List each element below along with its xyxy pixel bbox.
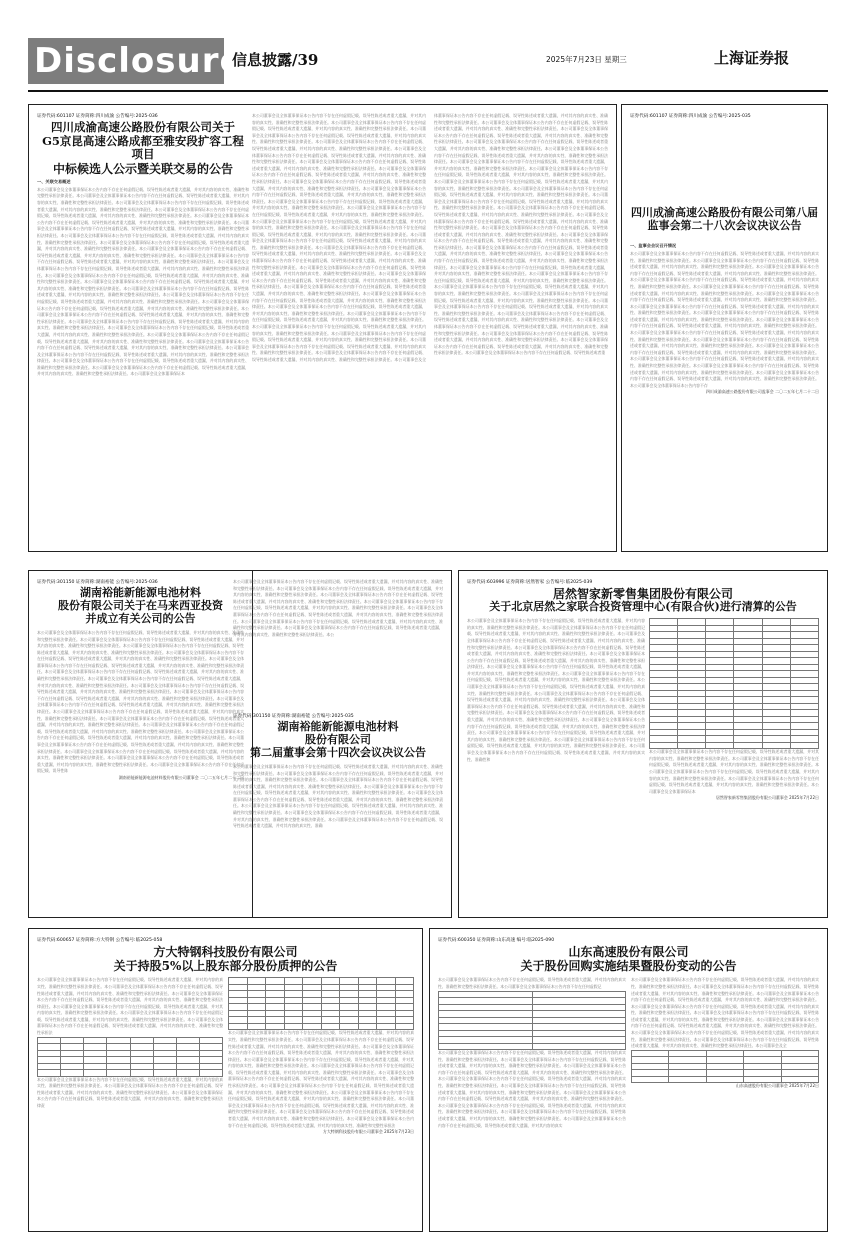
- stock-code-line: 证券代码:301150 证券简称:湖南裕能 公告编号:2025-035: [233, 714, 354, 719]
- headline-line-1: 方大特钢科技股份有限公司: [153, 945, 298, 959]
- stock-code-line: 证券代码:600657 证券简称:方大特钢 公告编号:临2025-058: [37, 938, 163, 943]
- announcement-sichuan-chengyu-bid: [28, 104, 617, 552]
- announcement-fangda-pledge: [28, 928, 423, 1232]
- table-cell: [358, 1023, 377, 1030]
- masthead: [0, 0, 857, 100]
- section-title: 信息披露/39: [232, 51, 319, 69]
- article-body: 本公司董事会及全体董事保证本公告内容不存在任何虚假记载、误导性陈述或者重大遗漏，并对其内容的真实性、准确性和完整性承担法律责任。本公司董事会及全体董事保证本公告内容不存在任何虚假记载、误导性陈述或者重大遗漏，并对其内容的真实性、准确性和完整性承担法律责任。本公司董事会及全体董事保证本公告内容不存在任何虚假记载、误导性陈述或者重大遗漏，并对其内容的真实性、准确性和完整性承担法律责任。本公司董事会及全体董事保证本公告内容不存在任何虚假记载、误导性陈述或者重大遗漏，并对其内容的真实性、准确性和完整性承担法律责任。本公司董事会及全体董事保证本公告内容不存在任何虚假记载、误导性陈述或者重大遗漏，并对其内容的真实性、准确性和完整性承担法律责任。本公司董事会及全体董事保证本公告内容不存在任何虚假记载、误导性陈述或者重大遗漏，并对其内容的真实性、准确性和完整性承担法律责任。本公司董事会及全体董事保证本公告内容不存在任何虚假记载、误导性陈述或者重大遗漏，并对其内容的真实性、准确性和完整性承担法律责任。本公司董事会及全体董事保证本公告内容不存在任何虚假记载、误导性陈述或者重大遗漏，并对其内容的真实性、准确性和完整性承担法律责任。本公司董事会及全体董事保证本公告内容不存在任何虚假记载、误导性陈述或者重大遗漏，并对其内容的真实性、准确性和完整性承担法律责任。本公司董事会及全体董事保证本公告内容不存在任何虚假记载、误导性陈述或者重大遗漏，并对其内容的真实性、准确性和完整性承担法律责任。本公司董事会及全体董事保证本公告内容不存在任何虚假记载、误导性陈述或者重大遗漏，并对其内容的真实性、准确性和完整性承担法律责任。本公司董事会及全体董事保证本公告内容不存在任何虚假记载、误导性陈述或者重大遗漏，并对其内容的真实性、准确性和完整性承担法律责任。本公司董事会及全体董事保证本公告内容不存在任何虚假记载、误导性陈述或者重大遗漏，并对其内容的真实性、准确性和完整性承担法律责任。本公司董事会及全体董事保证本公告内容不存在任何虚假记载、误导性陈述或者重大遗漏，并对其内容的真实性、准确性和完整性承担法律责任。本公司董事会及全体董事保证本公告内容不存在任何虚假记载、误导性陈述或者重大遗漏，并对其内容的真实性、准确性和完整性承担法律责任。本公司董事会及全体董事保证本公告内容不存在任何虚假记载、误导性陈述或者重大遗漏，并对其内容的真实性、准确性和完整性承担法律责任。本公司董事会及全体董事保证本公告内容不存在任何虚假记载、误导性陈述或者重大遗漏，并对其内容的真实性、准确性和完整性承担法律责任。本公司董事会及全体董事保证本公告内容不存在任何虚假记载、误导性陈述或者重大遗漏，并对其内容的真实性、准确性和完整性承担法律责任。本公司董事会及全体董事保证本公告内容不存在任何虚假记载、误导性陈述或者重大遗漏，并对其内容的真实性、准确性和完整性承担法律责任。本公司董事会及全体董事保证本公告内容不存在任何虚假记载、误导性陈述或者重大遗漏，并对其内容的真实性、准确性和完整性承担法律责任。本公司董事会及全体董事保证本公告内容不存在任何虚假记载、误导性陈述或者重大遗漏，并对其内容的真实性、准确性和完整性承担法律责任。本公司董事会及全体董事保证本公告内容不存在任何虚假记载、误导性陈述或者重大遗漏，并对其内容的真实性、准确性和完整性承担法律责任。本公司董事会及全体董事保证本公告内容不存在任何虚假记载、误导性陈述或者重大遗漏，并对其内容的真实性、准确性和完整性承担法律责任。本公司董事会及全体董事保证本公告内容不存在任何虚假记载、误导性陈述或者重大遗漏，并对其内容的真实性、准确性和完整性承担法律责任。本公司董事会及全体董事保证本: [37, 186, 249, 377]
- headline-line-2: 股份有限公司关于在马来西亚投资: [58, 598, 223, 612]
- table-row: [439, 1043, 626, 1050]
- table-cell: [744, 1076, 781, 1083]
- stock-code-line: 证券代码:301150 证券简称:湖南裕能 公告编号:2025-036: [37, 580, 158, 585]
- table-cell: [706, 1076, 743, 1083]
- article-body-top: 本公司董事会及全体董事保证本公告内容不存在任何虚假记载、误导性陈述或者重大遗漏，并对其内容的真实性、准确性和完整性承担法律责任。本公司董事会及全体董事保证本公告内容不存在任何虚假记载、误导性陈述或者重大遗漏，并对其内容的真实性、准确性和完整性承担法律责任。本公司董事会及全体董事保证本公告内容不存在任何虚假记载、误导性陈述或者重大遗漏，并对其内容的真实性、准确性和完整性承担法律责任。本公司董事会及全体董事保证本公告内容不存在任何虚假记载、误导性陈述或者重大遗漏，并对其内容的真实性、准确性和完整性承担法律责任。本公司董事会及全体董事保证本公告内容不存在任何虚假记载、误导性陈述或者重大遗漏，并对其内容的真实性、准确性和完整性承担法律责任。本公司董事会及全体董事保证本公告内容不存在任何虚假记载、误导性陈述或者重大遗漏，并对其内容的真实性、准确性和完整性承担法律责任。本公司董事会及全体董事保证本公告内容不存在任何虚假记载、误导性陈述或者重大遗漏，并对其内容的真实性、准确性和完整性承担法律责任。本公: [233, 579, 443, 637]
- stock-code-line: 证券代码:600350 证券简称:山东高速 编号:临2025-090: [438, 938, 555, 943]
- stock-code-line: 证券代码:603996 证券简称:居然智家 公告编号:临2025-039: [467, 580, 593, 585]
- table-cell: [439, 1043, 533, 1050]
- table-cell: [532, 1043, 626, 1050]
- article-body-right: 本公司董事会及全体董事保证本公告内容不存在任何虚假记载、误导性陈述或者重大遗漏，并对其内容的真实性、准确性和完整性承担法律责任。本公司董事会及全体董事保证本公告内容不存在任何虚假记载、误导性陈述或者重大遗漏，并对其内容的真实性、准确性和完整性承担法律责任。本公司董事会及全体董事保证本公告内容不存在任何虚假记载、误导性陈述或者重大遗漏，并对其内容的真实性、准确性和完整性承担法律责任。本公司董事会及全体董事保证本公告内容不存在任何虚假记载、误导性陈述或者重大遗漏，并对其内容的真实性、准确性和完整性承担法律责任。本公司董事会及全体董事保证本: [649, 749, 819, 794]
- headline-line-1: 湖南裕能新能源电池材料: [80, 586, 201, 599]
- headline-line-1: 居然智家新零售集团股份有限公司: [552, 587, 733, 601]
- share-change-table: [631, 1050, 819, 1084]
- headline-line-2: 关于北京居然之家联合投资管理中心(有限合伙)进行清算的公告: [489, 600, 797, 614]
- article-body: 本公司董事会及全体董事保证本公告内容不存在任何虚假记载、误导性陈述或者重大遗漏，并对其内容的真实性、准确性和完整性承担法律责任。本公司董事会及全体董事保证本公告内容不存在任何虚假记载、误导性陈述或者重大遗漏，并对其内容的真实性、准确性和完整性承担法律责任。本公司董事会及全体董事保证本公告内容不存在任何虚假记载、误导性陈述或者重大遗漏，并对其内容的真实性、准确性和完整性承担法律责任。本公司董事会及全体董事保证本公告内容不存在任何虚假记载、误导性陈述或者重大遗漏，并对其内容的真实性、准确性和完整性承担法律责任。本公司董事会及全体董事保证本公告内容不存在任何虚假记载、误导性陈述或者重大遗漏，并对其内容的真实性、准确性和完整性承担法律责任。本公司董事会及全体董事保证本公告内容不存在任何虚假记载、误导性陈述或者重大遗漏，并对其内容的真实性、准确性和完整性承担法律责任。本公司董事会及全体董事保证本公告内容不存在任何虚假记载、误导性陈述或者重大遗漏，并对其内容的真实性、准确性和完整性承担法律责任。本公司董事会及全体董事保证本公告内容不存在任何虚假记载、误导性陈述或者重大遗漏，并对其内容的真实性、准确: [233, 763, 443, 829]
- signature: 湖南裕能新能源电池材料股份有限公司董事会 二〇二五年七月二十二日: [118, 774, 244, 780]
- table-cell: [247, 1023, 266, 1030]
- headline-line-1: 山东高速股份有限公司: [568, 945, 689, 959]
- table-row: [38, 1070, 223, 1077]
- section-logo: Disclosure: [28, 38, 224, 84]
- announcement-juran-liquidation: [458, 570, 828, 918]
- headline-line-2: 股份有限公司: [305, 732, 371, 746]
- article-body-right: 本公司董事会及全体董事保证本公告内容不存在任何虚假记载、误导性陈述或者重大遗漏，并对其内容的真实性、准确性和完整性承担法律责任。本公司董事会及全体董事保证本公告内容不存在任何虚假记载、误导性陈述或者重大遗漏，并对其内容的真实性、准确性和完整性承担法律责任。本公司董事会及全体董事保证本公告内容不存在任何虚假记载、误导性陈述或者重大遗漏，并对其内容的真实性、准确性和完整性承担法律责任。本公司董事会及全体董事保证本公告内容不存在任何虚假记载、误导性陈述或者重大遗漏，并对其内容的真实性、准确性和完整性承担法律责任。本公司董事会及全体董事保证本公告内容不存在任何虚假记载、误导性陈述或者重大遗漏，并对其内容的真实性、准确性和完整性承担法律责任。本公司董事会及全体董事保证本公告内容不存在任何虚假记载、误导性陈述或者重大遗漏，并对其内容的真实性、准确性和完整性承担法律责任。本公司董事会及全体董事保证本公告内容不存在任何虚假记载、误导性陈述或者重大遗漏，并对其内容的真实性、准确性和完整性承担法律责任。本公司董事会及全体董事保证本公告内容不存在任何虚假记载、误导性陈述或者重大遗漏，并对其内容的真实性、准确性和完整性承担法律责任。本公司董事会及全: [631, 977, 819, 1049]
- announcement-shandong-expressway-buyback: [429, 928, 828, 1232]
- article-body: 本公司董事会及全体董事保证本公告内容不存在任何虚假记载、误导性陈述或者重大遗漏，并对其内容的真实性、准确性和完整性承担法律责任。本公司董事会及全体董事保证本公告内容不存在任何虚假记载、误导性陈述或者重大遗漏，并对其内容的真实性、准确性和完整性承担法律责任。本公司董事会及全体董事保证本公告内容不存在任何虚假记载、误导性陈述或者重大遗漏，并对其内容的真实性、准确性和完整性承担法律责任。本公司董事会及全体董事保证本公告内容不存在任何虚假记载、误导性陈述或者重大遗漏，并对其内容的真实性、准确性和完整性承担法律责任。本公司董事会及全体董事保证本公告内容不存在任何虚假记载、误导性陈述或者重大遗漏，并对其内容的真实性、准确性和完整性承担法律责任。本公司董事会及全体董事保证本公告内容不存在任何虚假记载、误导性陈述或者重大遗漏，并对其内容的真实性、准确性和完整性承担法律责任。本公司董事会及全体董事保证本公告内容不存在任何虚假记载、误导性陈述或者重大遗漏，并对其内容的真实性、准确性和完整性承担法律责任。本公司董事会及全体董事保证本公告内容不存在任何虚假记载、误导性陈述或者重大遗漏，并对其内容的真实性、准确性和完整性承担法律责任。本公司董事会及全体董事保证本公告内容不存在任何虚假记载、误导性陈述或者重大遗漏，并对其内容的真实性、准确性和完整性承担法律责任。本公司董事会及全体董事保证本公告内容不存在任何虚假记载、误导性陈述或者重大遗漏，并对其内容的真实性、准确性和完整性承担法律责任。本公司董事会及全体董事保证本公告内容不存在任何虚假记载、误导性陈述或者重大遗漏，并对其内容的真实性、准确性和完整性承担法律责任。本公司董事会及全体董事保证本公告内容不存在任何虚假记载、误导性陈述或者重大遗漏，并对其内容的真实性、准确性和完整性承担法律责任。本公司董事会及全体董事保证本公告内容不存在任何虚假记载、误导性陈述或者重大遗漏，并对其内容的真实性、准确性和完整性承担法律责任。本公司董事会及全体董事保证本公告内容不存在任何虚假记载、误导性陈述或者重大遗漏，并对其内容的真实性、准确性和完整性承担法律责任。本公司董事会及全体董事保证本公告内容不存在任何虚假记载、误导性陈述或者重大遗漏，并对其内容的真实性、准确性和完整性承担法律责任。本公司董事会及全体董事保证本公告内容不存: [630, 250, 819, 388]
- table-cell: [632, 1076, 669, 1083]
- table-cell: [107, 1070, 130, 1077]
- announcement-hunan-yuneng-malaysia: [28, 570, 253, 918]
- table-cell: [61, 1070, 84, 1077]
- table-cell: [678, 742, 706, 749]
- issue-date: 2025年7月23日 星期三: [546, 55, 627, 64]
- article-body-lower: 本公司董事会及全体董事保证本公告内容不存在任何虚假记载、误导性陈述或者重大遗漏，并对其内容的真实性、准确性和完整性承担法律责任。本公司董事会及全体董事保证本公告内容不存在任何虚假记载、误导性陈述或者重大遗漏，并对其内容的真实性、准确性和完整性承担法律责任。本公司董事会及全体董事保证本公告内容不存在任何虚假记载、误导性陈述或者重大遗漏，并对其内容的真实性、准确性和完整性承担法律责任。本公司董事会及全体董事保证本公告内容不存在任何虚假记载、误导性陈述或者重大遗漏，并对其内容的真实性、准确性和完整性承担法律责任。本公司董事会及全体董事保证本公告内容不存在任何虚假记载、误导性陈述或者重大遗漏，并对其内容的真实性、准确性和完整性承担法律责任。本公司董事会及全体董事保证本公告内容不存在任何虚假记载、误导性陈述或者重大遗漏，并对其内容的真实性、准确性和完整性承担法律责任。本公司董事会及全体董事保证本公告内容不存在任何虚假记载、误导性陈述或者重大遗漏，并对其内容的真实性、准确性和完整性承担法律责任。本公司董事会及全体董事保证本公告内容不存在任何虚假记载、误导性陈述或者重大遗漏，并对其内容的真实性、准确性和完整性承担法律责任。本公司董事会及全体董事保证本公告内容不存在任何虚假记载、误导性陈述或者重大遗漏，并对其内容的真实: [438, 1050, 626, 1128]
- pledge-detail-table: [228, 977, 414, 1030]
- stock-code-line: 证券代码:601107 证券简称:四川成渝 公告编号:2025-036: [37, 114, 158, 119]
- article-body: 本公司董事会及全体董事保证本公告内容不存在任何虚假记载、误导性陈述或者重大遗漏，并对其内容的真实性、准确性和完整性承担法律责任。本公司董事会及全体董事保证本公告内容不存在任何虚假记载、误导性陈述或者重大遗漏，并对其内容的真实性、准确性和完整性承担法律责任。本公司董事会及全体董事保证本公告内容不存在任何虚假记载、误导性陈述或者重大遗漏，并对其内容的真实性、准确性和完整性承担法律责任。本公司董事会及全体董事保证本公告内容不存在任何虚假记载、误导性陈述或者重大遗漏，并对其内容的真实性、准确性和完整性承担法律责任。本公司董事会及全体董事保证本公告内容不存在任何虚假记载、误导性陈述或者重大遗漏，并对其内容的真实性、准确性和完整性承担法律责任。本公司董事会及全体董事保证本公告内容不存在任何虚假记载、误导性陈述或者重大遗漏，并对其内容的真实性、准确性和完整性承担法律责任。本公司董事会及全体董事保证本公告内容不存在任何虚假记载、误导性陈述或者重大遗漏，并对其内容的真实性、准确性和完整性承担法律责任。本公司董事会及全体董事保证本公告内容不存在任何虚假记载、误导性陈述或者重大遗漏，并对其内容的真实性、准确性和完整性承担法律责任。本公司董事会及全体董事保证本公告内容不存在任何虚假记载、误导性陈述或者重大遗漏，并对其内容的真实性、准确性和完整性承担法律责任。本公司董事会及全体董事保证本公告内容不存在任何虚假记载、误导性陈述或者重大遗漏，并对其内容的真实性、准确性和完整性承担法律责任。本公司董事会及全体董事保证本公告内容不存在任何虚假记载、误导性陈述或者重大遗漏，并对其内容的真实性、准确性和完整性承担法律责任。本公司董事会及全体董事保证本公告内容不存在任何虚假记载、误导性陈述或者重大遗漏，并对其内容的真实性、准确性和完整性承担法律责任。本公司董事会及全体董事保证本公告内容不存在任何虚假记载、误导性陈述或者重大遗漏，并对其内容的真实性、准确性和完整性承担法律责任。本公司董事会及全体董事保证本公告内容不存在任何虚假记载、误导性陈述或者重大遗漏，并对其内容的真实性、准确性和完整性承担法律责任。本公司董事会及全体董事保证本公告内容不存在任何虚假记载、误导性陈述或者重大遗漏，并对其内容的真实性、准确性和: [467, 618, 645, 762]
- buyback-table: [438, 991, 626, 1051]
- table-cell: [781, 1076, 818, 1083]
- pledge-table: [37, 1037, 223, 1077]
- section-heading: 一、关联交易概述: [37, 178, 71, 184]
- table-cell: [199, 1070, 222, 1077]
- stock-code-line: 证券代码:601107 证券简称:四川成渝 公告编号:2025-035: [630, 114, 751, 119]
- newspaper-brand: 上海证券报: [714, 49, 790, 67]
- signature: 方大特钢科技股份有限公司董事会 2025年7月23日: [322, 1129, 414, 1135]
- masthead-rule: [28, 90, 828, 92]
- announcement-hunan-yuneng-board: [225, 570, 452, 918]
- announcement-sichuan-chengyu-supervisors: [621, 104, 828, 552]
- article-body-lower: 本公司董事会及全体董事保证本公告内容不存在任何虚假记载、误导性陈述或者重大遗漏，并对其内容的真实性、准确性和完整性承担法律责任。本公司董事会及全体董事保证本公告内容不存在任何虚假记载、误导性陈述或者重大遗漏，并对其内容的真实性、准确性和完整性承担法律责任。本公司董事会及全体董事保证本公告内容不存在任何虚假记载、误导性陈述或者重大遗漏，并对其内容的真实性、准确性和完整性承担法律责: [37, 1076, 223, 1109]
- table-cell: [284, 1023, 303, 1030]
- article-body: 本公司董事会及全体董事保证本公告内容不存在任何虚假记载、误导性陈述或者重大遗漏，并对其内容的真实性、准确性和完整性承担法律责任。本公司董事会及全体董事保证本公告内容不存在任何虚假记: [438, 977, 626, 989]
- table-cell: [266, 1023, 285, 1030]
- table-cell: [130, 1070, 153, 1077]
- table-cell: [762, 742, 790, 749]
- table-row: [632, 1076, 819, 1083]
- table-cell: [153, 1070, 176, 1077]
- table-cell: [734, 742, 762, 749]
- article-body-right: 本公司董事会及全体董事保证本公告内容不存在任何虚假记载、误导性陈述或者重大遗漏，并对其内容的真实性、准确性和完整性承担法律责任。本公司董事会及全体董事保证本公告内容不存在任何虚假记载、误导性陈述或者重大遗漏，并对其内容的真实性、准确性和完整性承担法律责任。本公司董事会及全体董事保证本公告内容不存在任何虚假记载、误导性陈述或者重大遗漏，并对其内容的真实性、准确性和完整性承担法律责任。本公司董事会及全体董事保证本公告内容不存在任何虚假记载、误导性陈述或者重大遗漏，并对其内容的真实性、准确性和完整性承担法律责任。本公司董事会及全体董事保证本公告内容不存在任何虚假记载、误导性陈述或者重大遗漏，并对其内容的真实性、准确性和完整性承担法律责任。本公司董事会及全体董事保证本公告内容不存在任何虚假记载、误导性陈述或者重大遗漏，并对其内容的真实性、准确性和完整性承担法律责任。本公司董事会及全体董事保证本公告内容不存在任何虚假记载、误导性陈述或者重大遗漏，并对其内容的真实性、准确性和完整性承担法律责任。本公司董事会及全体董事保证本公告内容不存在任何虚假记载、误导性陈述或者重大遗漏，并对其内容的真实性、准确性和完整性承担法律责任。本公司董事会及全体董事保证本公告内容不存在任何虚假记载、误导性陈述或者重大遗漏，并对其内容的真实性、准确性和完整性承担法律责任。本公司董事会及全体董事保证本公告内容不存在任何虚假记载、误导性陈述或者重大遗漏，并对其内容的真实性、准确性和完整性承担法律责任。本公司董事会及全体董事保证本公告内容不存在任何虚假记载、误导性陈述或者重大遗漏，并对其内容的真实性、准确性和完整性承担法: [228, 1030, 414, 1128]
- table-cell: [176, 1070, 199, 1077]
- signature: 居然智家新零售集团股份有限公司董事会 2025年7月22日: [715, 795, 819, 801]
- table-cell: [790, 742, 818, 749]
- table-row: [650, 742, 819, 749]
- table-cell: [377, 1023, 396, 1030]
- article-body: 本公司董事会及全体董事保证本公告内容不存在任何虚假记载、误导性陈述或者重大遗漏，并对其内容的真实性、准确性和完整性承担法律责任。本公司董事会及全体董事保证本公告内容不存在任何虚假记载、误导性陈述或者重大遗漏，并对其内容的真实性、准确性和完整性承担法律责任。本公司董事会及全体董事保证本公告内容不存在任何虚假记载、误导性陈述或者重大遗漏，并对其内容的真实性、准确性和完整性承担法律责任。本公司董事会及全体董事保证本公告内容不存在任何虚假记载、误导性陈述或者重大遗漏，并对其内容的真实性、准确性和完整性承担法律责任。本公司董事会及全体董事保证本公告内容不存在任何虚假记载、误导性陈述或者重大遗漏，并对其内容的真实性、准确性和完整性承担法律责任。本公司董事会及全体董事保证本公告内容不存在任何虚假记载、误导性陈述或者重大遗漏，并对其内容的真实性、准确性和完整性承担法律责任。本公司董事会及全体董事保证本公告内容不存在任何虚假记载、误导性陈述或者重大遗漏，并对其内容的真实性、准确性和完整性承担法律责任。本公司董事会及全体董事保证本公告内容不存在任何虚假记载、误导性陈述或者重大遗漏，并对其内容的真实性、准确性和完整性承担法律责任。本公司董事会及全体董事保证本公告内容不存在任何虚假记载、误导性陈述或者重大遗漏，并对其内容的真实性、准确性和完整性承担法律责任。本公司董事会及全体董事保证本公告内容不存在任何虚假记载、误导性陈述或者重大遗漏，并对其内容的真实性、准确性和完整性承担法律责任。本公司董事会及全体董事保证本公告内容不存在任何虚假记载、误导性陈述或者重大遗漏，并对其内容的真实性、准确性和完整性承担法律责任。本公司董事会及全体董事保证本公告内容不存在任何虚假记载、误导性陈述或者重大遗漏，并对其内容的真实性、准确性和完整性承担法律责任。本公司董事会及全体董事保证本公告内容不存在任何虚假记载、误导性陈述或者重大遗漏，并对其内容的真实性、准确性和完整性承担法律责任。本公司董事会及全体董事保证本公告内容不存在任何虚假记载、误导性陈述或者重大遗漏，并对其内容的真实性、准确性和完整性承担法律责任。本公司董事会及全体董事保证本公告内容不存在任何虚假记载、误导性陈述或者重大遗漏，并对其内容的真实性、准确性和完整性承担法律责任。本公司董事会及全体董事保证本公告内容不存在任何虚假记载、误导性陈述或者重大遗漏，并对其内容的真实性、准确性和完整性承担法律责任。本公司董事会及全体董事保证本公告内容不存在任何虚假记载、误导性陈述或者重大遗漏，并对其内容的真实性、准确性和完整性承担法律责任。本公司董事会及全体董事保证本公告内容不存在任何虚假记载、误导性陈: [37, 629, 244, 774]
- headline-line-1: 湖南裕能新能源电池材料: [277, 720, 399, 733]
- article-body: 本公司董事会及全体董事保证本公告内容不存在任何虚假记载、误导性陈述或者重大遗漏，并对其内容的真实性、准确性和完整性承担法律责任。本公司董事会及全体董事保证本公告内容不存在任何虚假记载、误导性陈述或者重大遗漏，并对其内容的真实性、准确性和完整性承担法律责任。本公司董事会及全体董事保证本公告内容不存在任何虚假记载、误导性陈述或者重大遗漏，并对其内容的真实性、准确性和完整性承担法律责任。本公司董事会及全体董事保证本公告内容不存在任何虚假记载、误导性陈述或者重大遗漏，并对其内容的真实性、准确性和完整性承担法律责任。本公司董事会及全体董事保证本公告内容不存在任何虚假记载、误导性陈述或者重大遗漏，并对其内容的真实性、准确性和完整性承担法律责任。本公司董事会及全体董事保证本公告内容不存在任何虚假记载、误导性陈述或者重大遗漏，并对其内容的真实性、准确性和完整性承担法: [37, 977, 223, 1036]
- table-row: [229, 1023, 414, 1030]
- table-cell: [38, 1070, 61, 1077]
- headline-line-2: 关于持股5%以上股东部分股份质押的公告: [113, 959, 338, 974]
- table-cell: [303, 1023, 322, 1030]
- headline-line-2: 关于股份回购实施结果暨股份变动的公告: [520, 959, 737, 974]
- partner-table: [649, 618, 819, 795]
- signature: 山东高速股份有限公司董事会 2025年7月22日: [735, 1083, 819, 1089]
- table-cell: [321, 1023, 340, 1030]
- headline-line-3: 中标候选人公示暨关联交易的公告: [52, 161, 233, 176]
- headline: 四川成渝高速公路股份有限公司第八届监事会第二十八次会议决议公告: [631, 206, 818, 232]
- table-cell: [340, 1023, 359, 1030]
- table-cell: [650, 742, 678, 749]
- table-cell: [669, 1076, 706, 1083]
- section-heading: 一、监事会会议召开情况: [630, 242, 677, 248]
- article-body-continued: 本公司董事会及全体董事保证本公告内容不存在任何虚假记载、误导性陈述或者重大遗漏，并对其内容的真实性、准确性和完整性承担法律责任。本公司董事会及全体董事保证本公告内容不存在任何虚假记载、误导性陈述或者重大遗漏，并对其内容的真实性、准确性和完整性承担法律责任。本公司董事会及全体董事保证本公告内容不存在任何虚假记载、误导性陈述或者重大遗漏，并对其内容的真实性、准确性和完整性承担法律责任。本公司董事会及全体董事保证本公告内容不存在任何虚假记载、误导性陈述或者重大遗漏，并对其内容的真实性、准确性和完整性承担法律责任。本公司董事会及全体董事保证本公告内容不存在任何虚假记载、误导性陈述或者重大遗漏，并对其内容的真实性、准确性和完整性承担法律责任。本公司董事会及全体董事保证本公告内容不存在任何虚假记载、误导性陈述或者重大遗漏，并对其内容的真实性、准确性和完整性承担法律责任。本公司董事会及全体董事保证本公告内容不存在任何虚假记载、误导性陈述或者重大遗漏，并对其内容的真实性、准确性和完整性承担法律责任。本公司董事会及全体董事保证本公告内容不存在任何虚假记载、误导性陈述或者重大遗漏，并对其内容的真实性、准确性和完整性承担法律责任。本公司董事会及全体董事保证本公告内容不存在任何虚假记载、误导性陈述或者重大遗漏，并对其内容的真实性、准确性和完整性承担法律责任。本公司董事会及全体董事保证本公告内容不存在任何虚假记载、误导性陈述或者重大遗漏，并对其内容的真实性、准确性和完整性承担法律责任。本公司董事会及全体董事保证本公告内容不存在任何虚假记载、误导性陈述或者重大遗漏，并对其内容的真实性、准确性和完整性承担法律责任。本公司董事会及全体董事保证本公告内容不存在任何虚假记载、误导性陈述或者重大遗漏，并对其内容的真实性、准确性和完整性承担法律责任。本公司董事会及全体董事保证本公告内容不存在任何虚假记载、误导性陈述或者重大遗漏，并对其内容的真实性、准确性和完整性承担法律责任。本公司董事会及全体董事保证本公告内容不存在任何虚假记载、误导性陈述或者重大遗漏，并对其内容的真实性、准确性和完整性承担法律责任。本公司董事会及全体董事保证本公告内容不存在任何虚假记载、误导性陈述或者重大遗漏，并对其内容的真实性、准确性和完整性承担法律责任。本公司董事会及全体董事保证本公告内容不存在任何虚假记载、误导性陈述或者重大遗漏，并对其内容的真实性、准确性和完整性承担法律责任。本公司董事会及全体董事保证本公告内容不存在任何虚假记载、误导性陈述或者重大遗漏，并对其内容的真实性、准确性和完整性承担法律责任。本公司董事会及全体董事保证本公告内容不存在任何虚假记载、误导性陈述或者重大遗漏，并对其内容的真实性、准确性和完整性承担法律责任。本公司董事会及全体董事保证本公告内容不存在任何虚假记载、误导性陈述或者重大遗漏，并对其内容的真实性、准确性和完整性承担法律责任。本公司董事会及全体董事保证本公告内容不存在任何虚假记载、误导性陈述或者重大遗漏，并对其内容的真实性、准确性和完整性承担法律责任。本公司董事会及全体董事保证本公告内容不存在任何虚假记载、误导性陈述或者重大遗漏，并对其内容的真实性、准确性和完整性承担法律责任。本公司董事会及全体董事保证本公告内容不存在任何虚假记载、误导性陈述或者重大遗漏，并对其内容的真实性、准确性和完整性承担法律责任。本公司董事会及全体董事保证本公告内容不存在任何虚假记载、误导性陈述或者重大遗漏，并对其内容的真实性、准确性和完整性承担法律责任。本公司董事会及全体董事保证本公告内容不存在任何虚假记载、误导性陈述或者重大遗漏，并对其内容的真实性、准确性和完整性承担法律责任。本公司董事会及全体董事保证本公告内容不存在任何虚假记载、误导性陈述或者重大遗漏，并对其内容的真实性、准确性和完整性承担法律责任。本公司董事会及全体董事保证本公告内容不存在任何虚假记载、误导性陈述或者重大遗漏，并对其内容的真实性、准确性和完整性承担法律责任。本公司董事会及全体董事保证本公告内容不存在任何虚假记载、误导性陈述或者重大遗漏，并对其内容的真实性、准确性和完整性承担法律责任。本公司董事会及全体董事保证本公告内容不存在任何虚假记载、误导性陈述或者重大遗漏，并对其内容的真实性、准确性和完整性承担法律责任。本公司董事会及全体董事保证本公告内容不存在任何虚假记载、误导性陈述或者重大遗漏，并对其内容的真实性、准确性和完整性承担法律责任。本公司董事会及全体董事保证本公告内容不存在任何虚假记载、误导性陈述或者重大遗漏，并对其内容的真实性、准确性和完整性承担法律责任。本公司董事会及全体董事保证本公告内容不存在任何虚假记载、误导性陈述或者重大遗漏，并对其内容的真实性、准确性和完整性承担法律责任。本公司董事会及全体董事保证本公告内容不存在任何虚假记载、误导性陈述或者重大遗漏，并对其内容的真实性、准确性和完整性承担法律责任。本公司董事会及全体董事保证本公告内容不存在任何虚假记载、误导性陈述或者重大遗漏，并对其内容的真实性、准确性和完整性承担法律责任。本公司董事会及全体董事保证本公告内容不存在任何虚假记载、误导性陈述或者重大遗漏，并对其内容的真实性、准确性和完整性承担法律责任。本公司董事会及全体董事保证本公告内容不存在任何虚假记载、误导性陈述或者重大遗漏，并对其内容的真实性、准确性和完整性承担法律责任。本公司董事会及全体董事保证本公告内容不存在任何虚假记载、误导性陈述或者重大遗漏，并对其内容的真实性、准确性和完整性承担法律责任。本公司董事会及全体董事保证本公告内容不存在任何虚假记载、误导性陈述或者重大遗漏，并对其内容的真实性、准确性和完整性承担法律责任。本公司董事会及全体董事保证本公告内容不存在任何虚假记载、误导性陈述或者重大遗漏，并对其内容的真实性、准确性和完整性承担法律责任。本公司董事会及全体董事保证本公告内容不存在任何虚假记载、误导性陈述或者重大遗漏，并对其内容的真实性、准确性和完整性承担法律责任。本公司董事会及全体董事保证本公告内容不存在任何虚假记载、误导性陈述或者重大遗漏，并对其内容的真实性、准确性和完整性承担法律责任。本公司董事会及全体董事保证本公告内容不存在任何虚假记载、误导性陈述或者重大遗漏，并对其内容的真实性、准确性和完整性承担法律责任。本公司董事会及全体董事保证本公告内容不存在任何虚假记载、误导性陈述或者重大遗漏，并对其内容的真实性、准确性和完整性承担法律责任。本公司董事会及全体董事保证本公告内容不存在任何虚假记载、误导性陈述或者重大遗漏，并对其内容的真实性、准确性和完整性承担法律责任。本公司董事会及全体董事保证本公告内容不存在任何虚假记载、误导性陈述或者重大遗漏，并对其内容的真实性、准确性和完整性承担法律责任。本公司董事会及全体董事保证本公告内容不存在任何虚假记载、误导性陈述或者重大遗漏，并对其内容的真实性、准确性和完整性承担法律责任。本公司董事会及全体董事保证本公告内容不存在任何虚假记载、误导性陈述或者重大遗漏，并对其内容的真实性、准确性和完整性承担法律责任。本公司董事会及全体董事保证本公告内容不存在任何虚假记载、误导性陈述或者重大遗漏，并对其内容的真实性、准确性和完整性承担法律责任。本公司董事会及全体董事保证本公告内容不存在任何虚假记载、误导性陈述或者重大遗漏，并对其内容的真实性、准确性和完整性承担法律责任。本公司董事会及全体董事保证本公告内容不存在任何虚假记载、误导性陈述或者重大遗漏，并对其内容的真实性、准确性和完整性承担法律责任。本公司董事会及全体董事保证本公告内容不存在任何虚假记载、误导性陈述或者重大遗漏，并对其内容的真实性、准确性和完整性承担法律责任。本公司董事会及全体董事保证本公告内容不存在任何虚假记载、误导性陈述或者重大遗漏，并对其内容的真实性、准确性和完整性承担法律责任。本公司董事会及全体董事保证本公告内容不存在任何虚假记载、误导性陈述或者重: [252, 113, 608, 362]
- table-cell: [706, 742, 734, 749]
- headline-line-2: G5京昆高速公路成都至雅安段扩容工程项目: [42, 133, 244, 162]
- table-cell: [395, 1023, 414, 1030]
- table-cell: [229, 1023, 248, 1030]
- headline-line-3: 第二届董事会第十四次会议决议公告: [250, 745, 426, 759]
- headline-line-3: 并成立有关公司的公告: [85, 611, 196, 625]
- signature: 四川成渝高速公路股份有限公司监事会 二〇二五年七月二十二日: [705, 389, 819, 395]
- headline-line-1: 四川成渝高速公路股份有限公司关于: [51, 120, 235, 134]
- table-cell: [84, 1070, 107, 1077]
